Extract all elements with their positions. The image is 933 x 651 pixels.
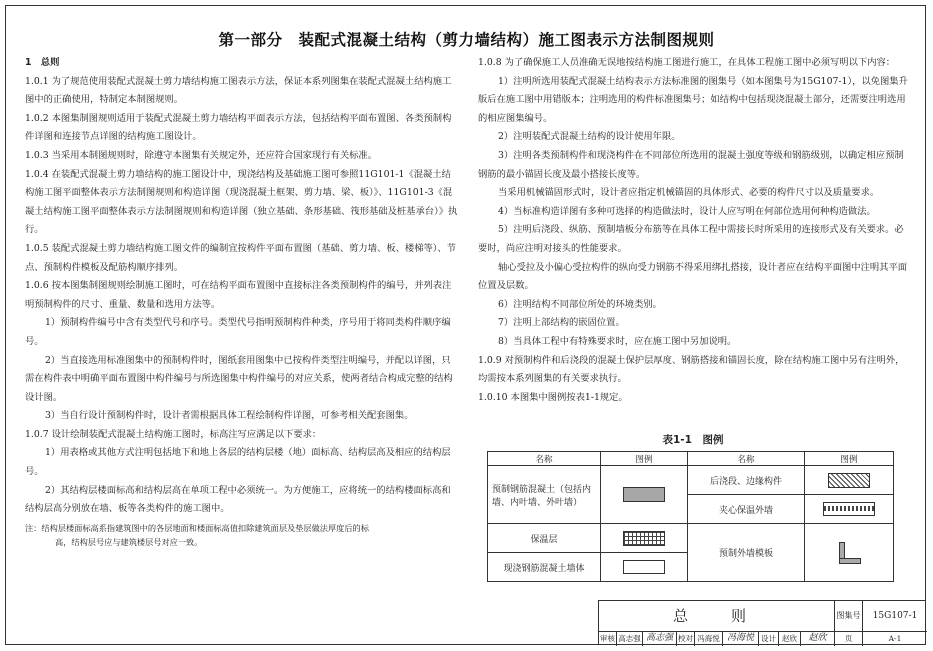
clause-paragraph: 8）当具体工程中有特殊要求时，应在施工图中另加说明。 bbox=[498, 335, 737, 347]
legend-table bbox=[487, 451, 894, 582]
legend-name-sandwich-wall: 夹心保温外墙 bbox=[688, 495, 805, 524]
legend-name-formwork: 预制外墙模板 bbox=[688, 524, 805, 582]
clause-paragraph: 1.0.6 按本图集制图规则绘制施工图时，可在结构平面布置图中直接标注各类预制构件的编号，并列表注明预制构件的尺寸、重量、数量和选用方法等。 bbox=[25, 280, 452, 310]
clause-paragraph: 7）注明上部结构的嵌固位置。 bbox=[498, 317, 625, 329]
clause-paragraph: 1.0.9 对预制构件和后浇段的混凝土保护层厚度、钢筋搭接和锚固长度，除在结构施工图中另有注明外，均需按本系列图集的有关要求执行。 bbox=[478, 354, 905, 385]
clause-paragraph: 1.0.8 为了确保施工人员准确无误地按结构施工图进行施工，在具体工程施工图中必须写明以下内容： bbox=[478, 57, 896, 68]
page-label: 页 bbox=[835, 632, 863, 646]
reviewer-name: 高志强 bbox=[617, 632, 643, 646]
checker-signature: 冯海悦 bbox=[723, 632, 759, 646]
clause-paragraph: 6）注明结构不同部位所处的环境类别。 bbox=[498, 298, 662, 310]
atlas-label: 图集号 bbox=[835, 601, 863, 632]
clause-paragraph: 1）预制构件编号中含有类型代号和序号。类型代号指明预制构件种类，序号用于将同类构件顺序编号。 bbox=[25, 317, 451, 347]
checker-name: 冯海悦 bbox=[695, 632, 723, 646]
legend-row bbox=[488, 524, 894, 553]
legend-name-insulation: 保温层 bbox=[488, 524, 601, 553]
legend-icon-sandwich-wall bbox=[805, 495, 894, 524]
design-label: 设计 bbox=[759, 632, 779, 646]
atlas-number: 15G107-1 bbox=[863, 601, 927, 632]
section-heading: 1 总则 bbox=[25, 57, 60, 68]
legend-header-name-2: 名称 bbox=[688, 452, 805, 466]
clause-paragraph: 1.0.7 设计绘制装配式混凝土结构施工图时，标高注写应满足以下要求： bbox=[25, 428, 322, 440]
legend-table-caption: 表1-1 图例 bbox=[662, 434, 724, 446]
legend-header-row bbox=[488, 452, 894, 466]
clause-paragraph: 1.0.1 为了规范使用装配式混凝土剪力墙结构施工图表示方法，保证本系列图集在装配式混凝土结构施工图中的正确使用，特制定本制图规则。 bbox=[25, 75, 452, 106]
page-number: A-1 bbox=[888, 634, 902, 643]
clause-paragraph: 3）注明各类预制构件和现浇构件在不同部位所选用的混凝土强度等级和钢筋级别，以确定相应预制钢筋的最小锚固长度及最小搭接长度等。 bbox=[478, 149, 904, 180]
check-label: 校对 bbox=[677, 632, 695, 646]
note-line-2: 高，结构层号应与建筑楼层号对应一致。 bbox=[55, 536, 203, 547]
blank-box-icon bbox=[623, 560, 665, 574]
clause-paragraph: 1.0.2 本图集制图规则适用于装配式混凝土剪力墙结构平面表示方法，包括结构平面布置图、各类预制构件详图和连接节点详图的结构施工图设计。 bbox=[25, 112, 452, 143]
insulation-grid-icon bbox=[623, 531, 665, 546]
signature-row bbox=[599, 632, 927, 646]
clause-paragraph: 2）其结构层楼面标高和结构层高在单项工程中必须统一。为方便施工，应将统一的结构楼面标高和结构层高分别放在墙、板等各类构件的施工图中。 bbox=[25, 484, 451, 515]
designer-name: 赵欣 bbox=[779, 632, 801, 646]
clause-paragraph: 1.0.10 本图集中图例按表1-1规定。 bbox=[478, 391, 628, 403]
title-block bbox=[598, 600, 926, 645]
clause-paragraph: 1.0.3 当采用本制图规则时，除遵守本图集有关规定外，还应符合国家现行有关标准。 bbox=[25, 149, 378, 161]
legend-name-precast-concrete: 预制钢筋混凝土（包括内墙、内叶墙、外叶墙） bbox=[488, 466, 601, 524]
grey-fill-icon bbox=[623, 487, 665, 502]
legend-icon-formwork bbox=[805, 524, 894, 582]
clause-paragraph: 1.0.4 在装配式混凝土剪力墙结构的施工图设计中，现浇结构及基础施工图可参照11G101-1《混凝土结构施工图平面整体表示方法制图规则和构造详图（现浇混凝土框架、剪力墙、梁、板）》、11G101-3《混凝土结构施工图平面整体表示方法制图规则和构造详图（独立基础、条形基础、筏形基础及桩基承台）》执行。 bbox=[25, 168, 458, 236]
legend-header-icon-1: 图例 bbox=[601, 452, 688, 466]
l-formwork-icon bbox=[837, 542, 861, 564]
clause-paragraph: 轴心受拉及小偏心受拉构件的纵向受力钢筋不得采用绑扎搭接，设计者应在结构平面图中注明其平面位置及层数。 bbox=[478, 261, 908, 292]
legend-name-cast-in-place: 现浇钢筋混凝土墙体 bbox=[488, 553, 601, 582]
legend-name-post-cast: 后浇段、边缘构件 bbox=[688, 466, 805, 495]
note-paragraph bbox=[25, 521, 458, 549]
clause-paragraph: 1.0.5 装配式混凝土剪力墙结构施工图文件的编制宜按构件平面布置图（基础、剪力墙、板、楼梯等）、节点、预制构件模板及配筋构顺序排列。 bbox=[25, 242, 457, 273]
note-line-1: 注：结构层楼面标高系指建筑图中的各层地面和楼面标高值扣除建筑面层及垫层做法厚度后的标 bbox=[25, 522, 369, 533]
legend-icon-precast-concrete bbox=[601, 466, 688, 524]
legend-icon-cast-in-place bbox=[601, 553, 688, 582]
legend-header-name-1: 名称 bbox=[488, 452, 601, 466]
clause-paragraph: 2）注明装配式混凝土结构的设计使用年限。 bbox=[498, 131, 681, 143]
clause-paragraph: 4）当标准构造详图有多种可选择的构造做法时，设计人应写明在何部位选用何种构造做法。 bbox=[498, 205, 876, 217]
clause-paragraph: 当采用机械锚固形式时，设计者应指定机械锚固的具体形式、必要的构件尺寸以及质量要求。 bbox=[498, 187, 880, 199]
drawing-name: 总 则 bbox=[599, 601, 835, 632]
clause-paragraph: 1）用表格或其他方式注明包括地下和地上各层的结构层楼（地）面标高、结构层高及相应的结构层号。 bbox=[25, 447, 451, 478]
clause-paragraph: 5）注明后浇段、纵筋、预制墙板分布筋等在具体工程中需接长时所采用的连接形式及有关要求。必要时，尚应注明对接头的性能要求。 bbox=[478, 224, 904, 254]
hatch-fill-icon bbox=[828, 473, 870, 488]
legend-icon-insulation bbox=[601, 524, 688, 553]
page-title: 第一部分 装配式混凝土结构（剪力墙结构）施工图表示方法制图规则 bbox=[218, 31, 715, 49]
designer-signature: 赵欣 bbox=[801, 632, 835, 646]
clause-paragraph: 1）注明所选用装配式混凝土结构表示方法标准图的图集号（如本图集号为15G107-1），以免图集升版后在施工图中用错版本；注明选用的构件标准图集号；如结构中包括现浇混凝土部分，还需要注明选用的相应图集编号。 bbox=[478, 75, 908, 124]
clause-paragraph: 3）当自行设计预制构件时，设计者需根据具体工程绘制构件详图，可参考相关配套图集。 bbox=[45, 410, 414, 422]
reviewer-signature: 高志强 bbox=[643, 632, 677, 646]
legend-row bbox=[488, 466, 894, 495]
left-text-column bbox=[25, 54, 458, 549]
review-label: 审核 bbox=[599, 632, 617, 646]
sandwich-wall-icon bbox=[823, 502, 875, 516]
legend-icon-post-cast bbox=[805, 466, 894, 495]
legend-header-icon-2: 图例 bbox=[805, 452, 894, 466]
right-text-column bbox=[478, 54, 908, 407]
clause-paragraph: 2）当直接选用标准图集中的预制构件时，图纸套用图集中已按构件类型注明编号，并配以详图，只需在构件表中明确平面布置图中构件编号与所选图集中构件编号的对应关系，使两者结合构成完整的结构设计图。 bbox=[25, 354, 453, 403]
